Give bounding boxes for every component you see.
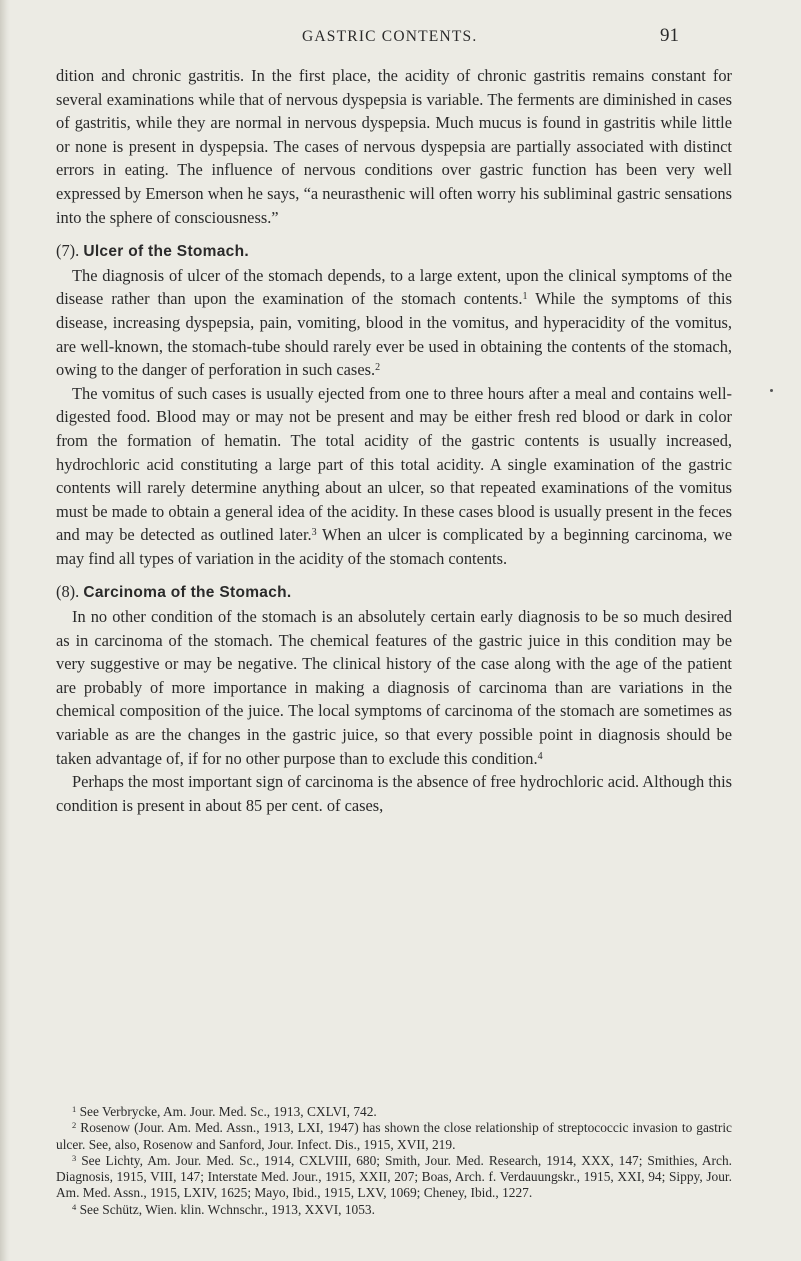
footnote-ref: 4 (537, 750, 543, 762)
running-header (40, 25, 800, 52)
running-title: GASTRIC CONTENTS. (302, 28, 478, 45)
paragraph: Perhaps the most important sign of carcinoma is the absence of free hydrochloric acid. Although this condition is present in about 85 per cent. of cases, (56, 772, 733, 815)
footnote-mark: 3 (72, 1152, 77, 1163)
margin-dot (770, 389, 773, 392)
paragraph-text: When an ulcer is complicated by a beginning carcinoma, we may find all types of variation in the acidity of the stomach contents. (56, 525, 732, 568)
section-number: (7). (56, 241, 80, 261)
footnote (56, 1202, 732, 1218)
page-body (56, 64, 732, 817)
footnote-text: See Schütz, Wien. klin. Wchnschr., 1913, XXVI, 1053. (76, 1201, 375, 1217)
footnote-mark: 1 (72, 1104, 77, 1114)
section-heading-carcinoma (56, 580, 732, 605)
footnote-text: See Lichty, Am. Jour. Med. Sc., 1914, CXLVIII, 680; Smith, Jour. Med. Research, 1914, XXX, 147; Smithies, Arch. Diagnosis, 1915, VIII, 147; Interstate Med. Jour., 1915, XXII, 207; Boas, Arch. f. Verdauungskr., 1915, XXI, 94; Sippy, Jour. Am. Med. Assn., 1915, LXIV, 1625; Mayo, Ibid., 1915, LXV, 1069; Cheney, Ibid., 1227. (56, 1152, 732, 1201)
paragraph (56, 382, 732, 571)
footnote-text: See Verbrycke, Am. Jour. Med. Sc., 1913, CXLVI, 742. (76, 1104, 377, 1119)
section-heading-ulcer (56, 239, 732, 264)
section-number: (8). (56, 582, 80, 602)
footnote-ref: 2 (375, 362, 381, 374)
paragraph: dition and chronic gastritis. In the first place, the acidity of chronic gastritis remains constant for several examinations while that of nervous dyspepsia is variable. The ferments are diminished in cases of gastritis, while they are normal in nervous dyspepsia. Much mucus is found in gastritis while little or none is present in dyspepsia. The cases of nervous dyspepsia are partially associated with distinct errors in eating. The influence of nervous conditions over gastric function has been very well expressed by Emerson when he says, “a neurasthenic will often worry his subliminal gastric sensations into the sphere of consciousness.” (56, 66, 732, 227)
footnote-ref: 1 (522, 291, 528, 303)
paragraph-text: In no other condition of the stomach is an absolutely certain early diagnosis to be so much desired as in carcinoma of the stomach. The chemical features of the gastric juice in this condition may be very suggestive or may be negative. The clinical history of the case along with the age of the patient are probably of more importance in making a diagnosis of carcinoma than are variations in the chemical composition of the juice. The local symptoms of carcinoma of the stomach are sometimes as variable as are the changes in the gastric juice, so that every possible point in diagnosis should be taken advantage of, if for no other purpose than to exclude this condition. (56, 607, 732, 768)
page-number: 91 (660, 25, 679, 46)
footnote (56, 1120, 732, 1153)
footnote-ref: 3 (311, 527, 317, 539)
footnote (56, 1153, 732, 1202)
footnotes (56, 1104, 732, 1218)
footnote-mark: 4 (72, 1201, 77, 1212)
page-edge-shadow (0, 0, 10, 1261)
paragraph-text: The diagnosis of ulcer of the stomach depends, to a large extent, upon the clinical symptoms of the disease rather than upon the examination of the stomach contents. (56, 265, 732, 309)
footnote-text: Rosenow (Jour. Am. Med. Assn., 1913, LXI, 1947) has shown the close relationship of streptococcic invasion to gastric ulcer. See, also, Rosenow and Sanford, Jour. Infect. Dis., 1915, XVII, 219. (56, 1120, 732, 1152)
section-title: Carcinoma of the Stomach. (83, 584, 292, 602)
paragraph-text: While the symptoms of this disease, increasing dyspepsia, pain, vomiting, blood in the vomitus, and hyperacidity of the vomitus, are well-known, the stomach-tube should rarely ever be used in obtaining the contents of the stomach, owing to the danger of perforation in such cases. (56, 289, 732, 380)
footnote (56, 1104, 732, 1120)
paragraph (56, 605, 732, 770)
section-title: Ulcer of the Stomach. (83, 243, 249, 261)
paragraph (56, 264, 732, 382)
paragraph-text: The vomitus of such cases is usually ejected from one to three hours after a meal and contains well-digested food. Blood may or may not be present and may be either fresh red blood or dark in color from the formation of hematin. The total acidity of the gastric contents is usually increased, hydrochloric acid constituting a large part of this total acidity. A single examination of the gastric contents will rarely determine anything about an ulcer, so that repeated examinations of the vomitus must be made to obtain a general idea of the acidity. In these cases blood is usually present in the feces and may be detected as outlined later. (56, 383, 732, 545)
footnote-mark: 2 (72, 1120, 77, 1131)
